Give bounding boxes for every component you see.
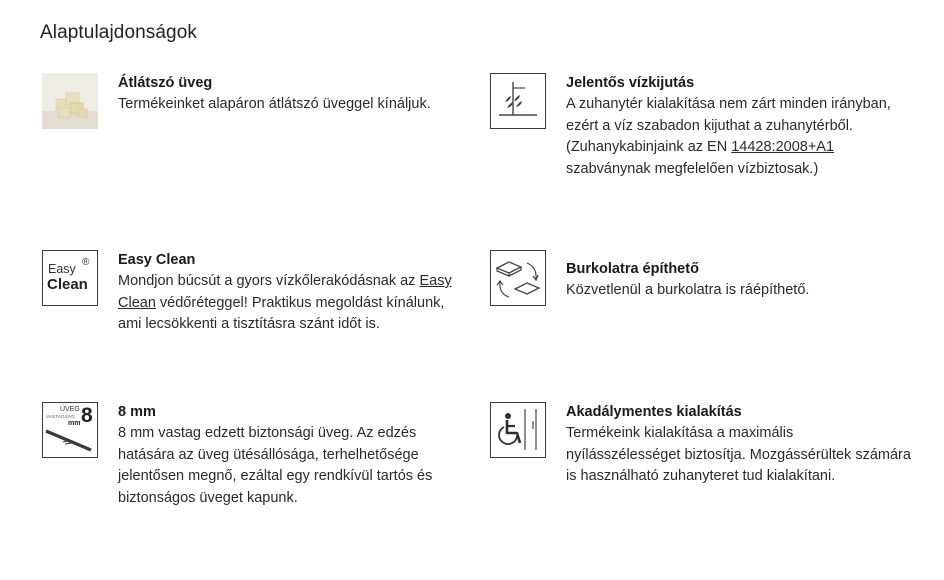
feature-title: Akadálymentes kialakítás (566, 404, 742, 420)
feature-title: 8 mm (118, 404, 156, 420)
feature-title: Easy Clean (118, 252, 196, 268)
feature-description: Termékeinket alapáron átlátszó üveggel kínáljuk. (118, 96, 431, 112)
easy-clean-link[interactable]: Easy Clean (118, 273, 452, 311)
feature-accessible (490, 402, 911, 488)
water-splash-icon (490, 73, 546, 129)
glass-icon-label: ÜVEG (60, 406, 80, 413)
standard-link[interactable]: 14428:2008+A1 (731, 139, 835, 155)
feature-title: Jelentős vízkijutás (566, 75, 695, 91)
glass-icon-sublabel: VASTAGSÁG (46, 414, 75, 419)
feature-description: Termékeink kialakítása a maximális nyílásszélességet biztosítja. Mozgássérültek számára is használható zuhanyteret tud kialakítani. (566, 425, 911, 484)
feature-title: Átlátszó üveg (118, 75, 213, 91)
wheelchair-icon (490, 402, 546, 458)
glass-icon-number: 8 (81, 404, 93, 427)
feature-transparent-glass (42, 73, 458, 129)
easy-clean-icon-top: Easy (48, 262, 76, 276)
registered-mark: ® (82, 257, 90, 268)
feature-water-splash (490, 73, 911, 180)
feature-8mm-glass (42, 402, 453, 509)
glass-thickness-icon (42, 402, 98, 458)
glass-icon-unit: mm (68, 420, 81, 427)
section-title: Alaptulajdonságok (40, 22, 197, 43)
glass-photo-icon (42, 73, 98, 129)
feature-description: Mondjon búcsút a gyors vízkőlerakódásnak az Easy Clean védőréteggel! Praktikus megoldást kínálunk, ami lecsökkenti a tisztításra szánt időt is. (118, 273, 452, 332)
tile-mount-icon (490, 250, 546, 306)
feature-title: Burkolatra építhető (566, 261, 699, 277)
feature-tile-mount (490, 250, 911, 306)
feature-description: A zuhanytér kialakítása nem zárt minden irányban, ezért a víz szabadon kijuthat a zuhanytérből. (Zuhanykabinjaink az EN 14428:2008+A1 szabványnak megfelelően vízbiztosak.) (566, 96, 891, 177)
easy-clean-icon (42, 250, 98, 306)
easy-clean-icon-bottom: Clean (47, 276, 88, 293)
feature-description: Közvetlenül a burkolatra is ráépíthető. (566, 282, 810, 298)
feature-description: 8 mm vastag edzett biztonsági üveg. Az edzés hatására az üveg ütésállósága, terhelhetősége jelentősen megnő, ezáltal egy rendkívül tartós és biztonságos üveget kapunk. (118, 425, 433, 506)
feature-easy-clean (42, 250, 453, 336)
